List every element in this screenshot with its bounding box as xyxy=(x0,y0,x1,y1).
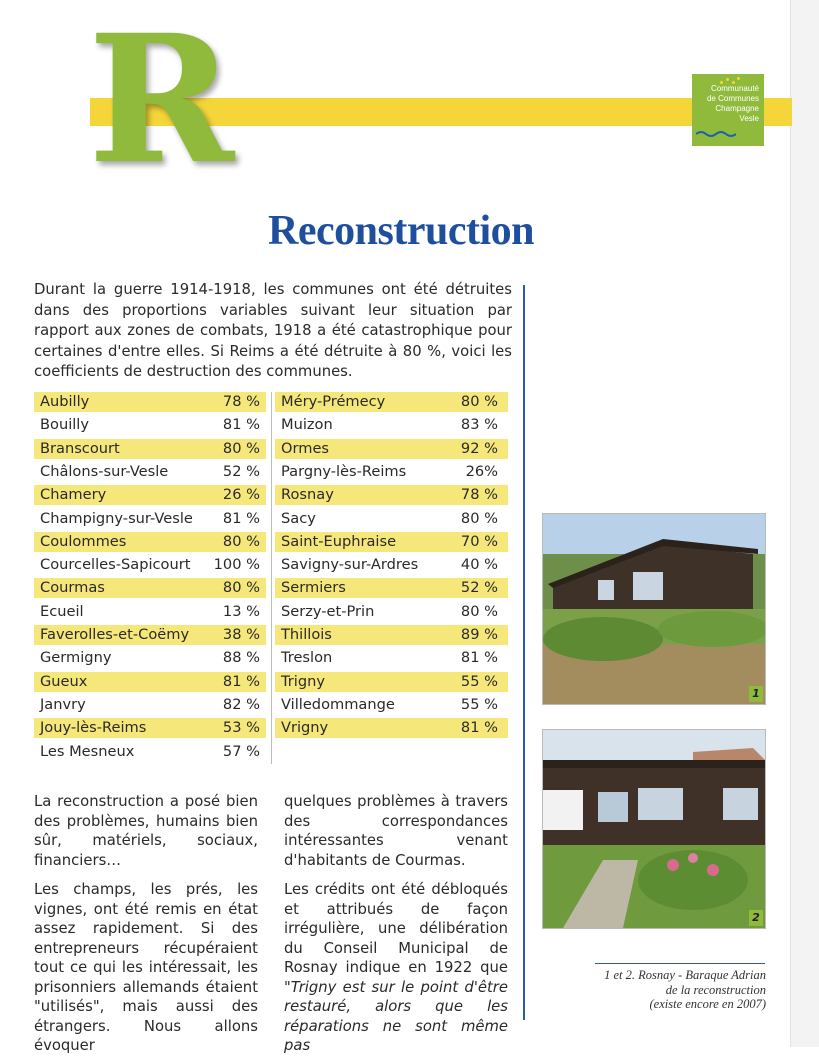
destruction-percent: 89 % xyxy=(460,626,498,643)
destruction-percent: 26 % xyxy=(222,486,260,504)
photo-1-badge: 1 xyxy=(749,686,763,702)
right-row xyxy=(275,625,508,645)
left-row xyxy=(34,392,266,412)
destruction-percent: 80 % xyxy=(222,532,260,550)
body-paragraph-4-quote: "Trigny est sur le point d'être restauré, alors que les réparations ne sont même pas xyxy=(284,978,508,1054)
commune-name: Méry-Prémecy xyxy=(281,393,386,410)
commune-name: Germigny xyxy=(40,649,112,667)
destruction-percent: 80 % xyxy=(460,393,498,410)
commune-name: Savigny-sur-Ardres xyxy=(281,556,419,574)
destruction-percent: 13 % xyxy=(222,602,260,620)
destruction-percent: 40 % xyxy=(460,556,498,574)
right-row xyxy=(275,392,508,412)
left-row xyxy=(34,672,266,692)
right-row xyxy=(275,509,508,529)
body-paragraph-1: La reconstruction a posé bien des problèmes, humains bien sûr, matériels, sociaux, financiers… xyxy=(34,793,258,869)
commune-name: Pargny-lès-Reims xyxy=(281,462,407,480)
commune-name: Châlons-sur-Vesle xyxy=(40,462,169,480)
photo-caption xyxy=(548,968,766,1012)
destruction-percent: 80 % xyxy=(460,602,498,620)
commune-name: Ormes xyxy=(281,439,330,457)
commune-name: Rosnay xyxy=(281,486,334,504)
commune-name: Ecueil xyxy=(40,602,84,620)
commune-name: Coulommes xyxy=(40,532,127,550)
destruction-percent: 81 % xyxy=(222,509,260,527)
left-row xyxy=(34,485,266,505)
destruction-percent: 55 % xyxy=(460,672,498,690)
commune-name: Sacy xyxy=(281,509,316,527)
left-row xyxy=(34,742,266,762)
commune-name: Sermiers xyxy=(281,579,346,597)
commune-name: Chamery xyxy=(40,486,107,504)
left-row xyxy=(34,415,266,435)
destruction-percent: 26% xyxy=(465,462,498,480)
left-row xyxy=(34,462,266,482)
commune-name: Muizon xyxy=(281,416,333,434)
destruction-percent: 52 % xyxy=(222,462,260,480)
body-paragraph-3: quelques problèmes à travers des correspondances intéressantes venant d'habitants de Courmas. xyxy=(284,793,508,869)
destruction-percent: 100 % xyxy=(213,556,260,574)
logo-wave-icon xyxy=(696,130,736,138)
destruction-percent: 70 % xyxy=(460,532,498,550)
column-divider xyxy=(523,285,525,1020)
left-row xyxy=(34,578,266,598)
caption-line-2: de la reconstruction xyxy=(665,982,766,997)
left-row xyxy=(34,695,266,715)
destruction-percent: 53 % xyxy=(222,719,260,737)
commune-name: Branscourt xyxy=(40,439,120,457)
destruction-percent: 80 % xyxy=(222,579,260,597)
commune-name: Trigny xyxy=(281,672,325,690)
right-row xyxy=(275,532,508,552)
destruction-percent: 80 % xyxy=(460,509,498,527)
destruction-percent: 80 % xyxy=(222,439,260,457)
photo-2-image xyxy=(543,730,765,928)
left-row xyxy=(34,532,266,552)
right-row xyxy=(275,485,508,505)
commune-name: Les Mesneux xyxy=(40,742,135,760)
left-row xyxy=(34,602,266,622)
section-letter: R xyxy=(88,0,235,203)
commune-name: Thillois xyxy=(281,626,332,643)
right-row xyxy=(275,439,508,459)
table-divider xyxy=(271,392,272,764)
destruction-percent: 82 % xyxy=(222,695,260,713)
body-paragraph-4-text: Les crédits ont été débloqués et attribués de façon irrégulière, une délibération du Conseil Municipal de Rosnay indique en 1922 que xyxy=(284,881,508,976)
right-row xyxy=(275,672,508,692)
destruction-percent: 81 % xyxy=(460,719,498,737)
caption-line-3: (existe encore en 2007) xyxy=(649,997,766,1011)
commune-name: Courmas xyxy=(40,579,105,597)
right-row xyxy=(275,462,508,482)
destruction-percent: 38 % xyxy=(222,626,260,643)
right-row xyxy=(275,555,508,575)
body-paragraph-2: Les champs, les prés, les vignes, ont été remis en état assez rapidement. Si des entrepreneurs récupéraient tout ce qui les intéressait, les prisonniers allemands étaient "utilisés", mais aussi des étrangers. Nous allons évoquer xyxy=(34,881,258,1054)
logo-line2: de Communes xyxy=(706,94,759,103)
commune-name: Bouilly xyxy=(40,416,89,434)
commune-name: Serzy-et-Prin xyxy=(281,602,375,620)
logo-line4: Vesle xyxy=(739,114,759,123)
commune-name: Jouy-lès-Reims xyxy=(40,719,147,737)
commune-name: Faverolles-et-Coëmy xyxy=(40,626,190,643)
photo-1-image xyxy=(543,514,765,704)
commune-name: Courcelles-Sapicourt xyxy=(40,556,191,574)
right-row xyxy=(275,648,508,668)
right-row xyxy=(275,602,508,622)
destruction-percent: 81 % xyxy=(222,416,260,434)
photo-2 xyxy=(542,729,766,929)
logo-line3: Champagne xyxy=(715,104,759,113)
commune-name: Treslon xyxy=(281,649,333,667)
destruction-percent: 83 % xyxy=(460,416,498,434)
commune-name: Champigny-sur-Vesle xyxy=(40,509,193,527)
destruction-percent: 78 % xyxy=(460,486,498,504)
right-row xyxy=(275,415,508,435)
destruction-percent: 88 % xyxy=(222,649,260,667)
left-row xyxy=(34,509,266,529)
photo-1 xyxy=(542,513,766,705)
left-row xyxy=(34,625,266,645)
intro-paragraph: Durant la guerre 1914-1918, les communes ont été détruites dans des proportions variables suivant leur situation par rapport aux zones de combats, 1918 a été catastrophique pour certaines d'entre elles. Si Reims a été détruite à 80 %, voici les coefficients de destruction des communes. xyxy=(34,281,512,380)
destruction-percent: 92 % xyxy=(460,439,498,457)
page-edge xyxy=(790,0,819,1047)
commune-name: Janvry xyxy=(40,695,86,713)
right-row xyxy=(275,578,508,598)
destruction-percent: 52 % xyxy=(460,579,498,597)
logo-dots-icon xyxy=(718,76,742,86)
left-row xyxy=(34,648,266,668)
page-title: Reconstruction xyxy=(268,208,534,254)
destruction-percent: 78 % xyxy=(222,393,260,410)
commune-name: Saint-Euphraise xyxy=(281,532,397,550)
left-row xyxy=(34,555,266,575)
destruction-percent: 81 % xyxy=(222,672,260,690)
commune-name: Vrigny xyxy=(281,719,329,737)
right-row xyxy=(275,695,508,715)
logo-line1: Communauté xyxy=(710,84,759,93)
right-row xyxy=(275,718,508,738)
destruction-percent: 81 % xyxy=(460,649,498,667)
destruction-percent: 55 % xyxy=(460,695,498,713)
left-row xyxy=(34,718,266,738)
commune-name: Villedommange xyxy=(281,695,395,713)
body-paragraph-4 xyxy=(284,880,508,1056)
caption-line-1: 1 et 2. Rosnay - Baraque Adrian xyxy=(604,968,766,982)
community-logo xyxy=(692,74,764,146)
left-row xyxy=(34,439,266,459)
commune-name: Gueux xyxy=(40,672,88,690)
caption-rule xyxy=(595,963,765,964)
photo-2-badge: 2 xyxy=(749,910,763,926)
commune-name: Aubilly xyxy=(40,393,90,410)
destruction-percent: 57 % xyxy=(222,742,260,760)
